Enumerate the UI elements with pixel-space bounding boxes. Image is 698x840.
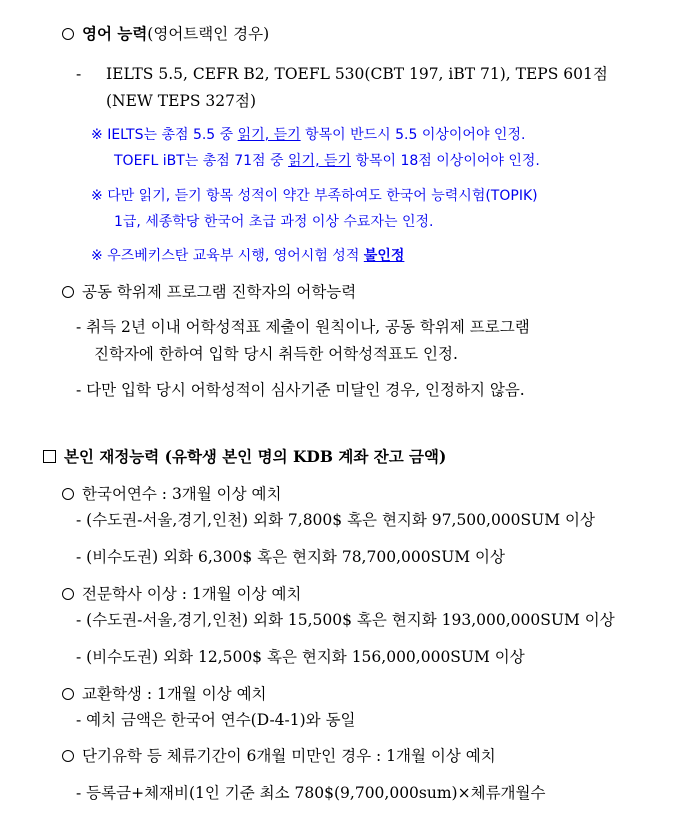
square-bullet-icon — [43, 450, 56, 463]
topik-note-line1: 다만 읽기, 듣기 항목 성적이 약간 부족하여도 한국어 능력시험(TOPIK) — [107, 188, 538, 204]
exchange-title: 교환학생 : 1개월 이상 예치 — [82, 685, 267, 703]
circle-bullet-icon — [62, 588, 74, 600]
toefl-note-text: TOEFL iBT는 총점 71점 중 — [114, 153, 289, 169]
short-term-title: 단기유학 등 체류기간이 6개월 미만인 경우 : 1개월 이상 예치 — [82, 747, 496, 765]
uzbek-note-text: 우즈베키스탄 교육부 시행, 영어시험 성적 — [107, 248, 364, 264]
uzbek-note — [91, 246, 404, 266]
ielts-note-text-end: 항목이 반드시 5.5 이상이어야 인정. — [300, 127, 526, 143]
toefl-note-underlined: 읽기, 듣기 — [288, 153, 352, 169]
joint-item2: - 다만 입학 당시 어학성적이 심사기준 미달인 경우, 인정하지 않음. — [76, 381, 525, 399]
joint-degree-title: 공동 학위제 프로그램 진학자의 어학능력 — [82, 283, 357, 301]
english-requirement-line2: (NEW TEPS 327점) — [106, 92, 257, 110]
circle-bullet-icon — [62, 688, 74, 700]
english-dash: - — [76, 65, 82, 83]
toefl-note-text-end: 항목이 18점 이상이어야 인정. — [351, 153, 540, 169]
english-ability-title: 영어 능력 — [82, 24, 148, 43]
korean-course-line1: - (수도권-서울,경기,인천) 외화 7,800$ 혹은 현지화 97,500,000SUM 이상 — [76, 511, 595, 529]
uzbek-note-underlined: 불인정 — [363, 248, 405, 264]
bachelor-line1: - (수도권-서울,경기,인천) 외화 15,500$ 혹은 현지화 193,000,000SUM 이상 — [76, 611, 615, 629]
circle-bullet-icon — [62, 488, 74, 500]
circle-bullet-icon — [62, 28, 74, 40]
finance-title: 본인 재정능력 (유학생 본인 명의 KDB 계좌 잔고 금액) — [64, 447, 447, 466]
exchange-heading — [62, 684, 267, 704]
joint-item1-line2: 진학자에 한하여 입학 당시 취득한 어학성적표도 인정. — [94, 345, 458, 363]
korean-course-heading — [62, 484, 282, 504]
ielts-note-underlined: 읽기, 듣기 — [237, 127, 301, 143]
joint-degree-heading — [62, 282, 356, 302]
note-mark-icon: ※ — [91, 188, 103, 204]
ielts-note-text: IELTS는 총점 5.5 중 — [107, 127, 238, 143]
topik-note — [91, 186, 538, 206]
topik-note-line2: 1급, 세종학당 한국어 초급 과정 이상 수료자는 인정. — [114, 214, 434, 230]
english-ability-subtitle: (영어트랙인 경우) — [147, 25, 270, 43]
exchange-line1: - 예치 금액은 한국어 연수(D-4-1)와 동일 — [76, 711, 356, 729]
short-term-line1: - 등록금+체재비(1인 기준 최소 780$(9,700,000sum)×체류개월수 — [76, 784, 546, 802]
note-mark-icon: ※ — [91, 127, 103, 143]
ielts-note — [91, 125, 525, 145]
bachelor-line2: - (비수도권) 외화 12,500$ 혹은 현지화 156,000,000SUM 이상 — [76, 648, 525, 666]
korean-course-line2: - (비수도권) 외화 6,300$ 혹은 현지화 78,700,000SUM 이상 — [76, 548, 506, 566]
joint-item1-line1: - 취득 2년 이내 어학성적표 제출이 원칙이나, 공동 학위제 프로그램 — [76, 318, 530, 336]
finance-heading — [43, 447, 446, 467]
bachelor-title: 전문학사 이상 : 1개월 이상 예치 — [82, 585, 302, 603]
circle-bullet-icon — [62, 750, 74, 762]
bachelor-heading — [62, 584, 301, 604]
korean-course-title: 한국어연수 : 3개월 이상 예치 — [82, 485, 282, 503]
english-requirement-line1: IELTS 5.5, CEFR B2, TOEFL 530(CBT 197, iBT 71), TEPS 601점 — [106, 65, 608, 83]
toefl-note — [114, 151, 540, 171]
english-ability-heading — [62, 24, 269, 44]
note-mark-icon: ※ — [91, 248, 103, 264]
circle-bullet-icon — [62, 286, 74, 298]
short-term-heading — [62, 746, 496, 766]
